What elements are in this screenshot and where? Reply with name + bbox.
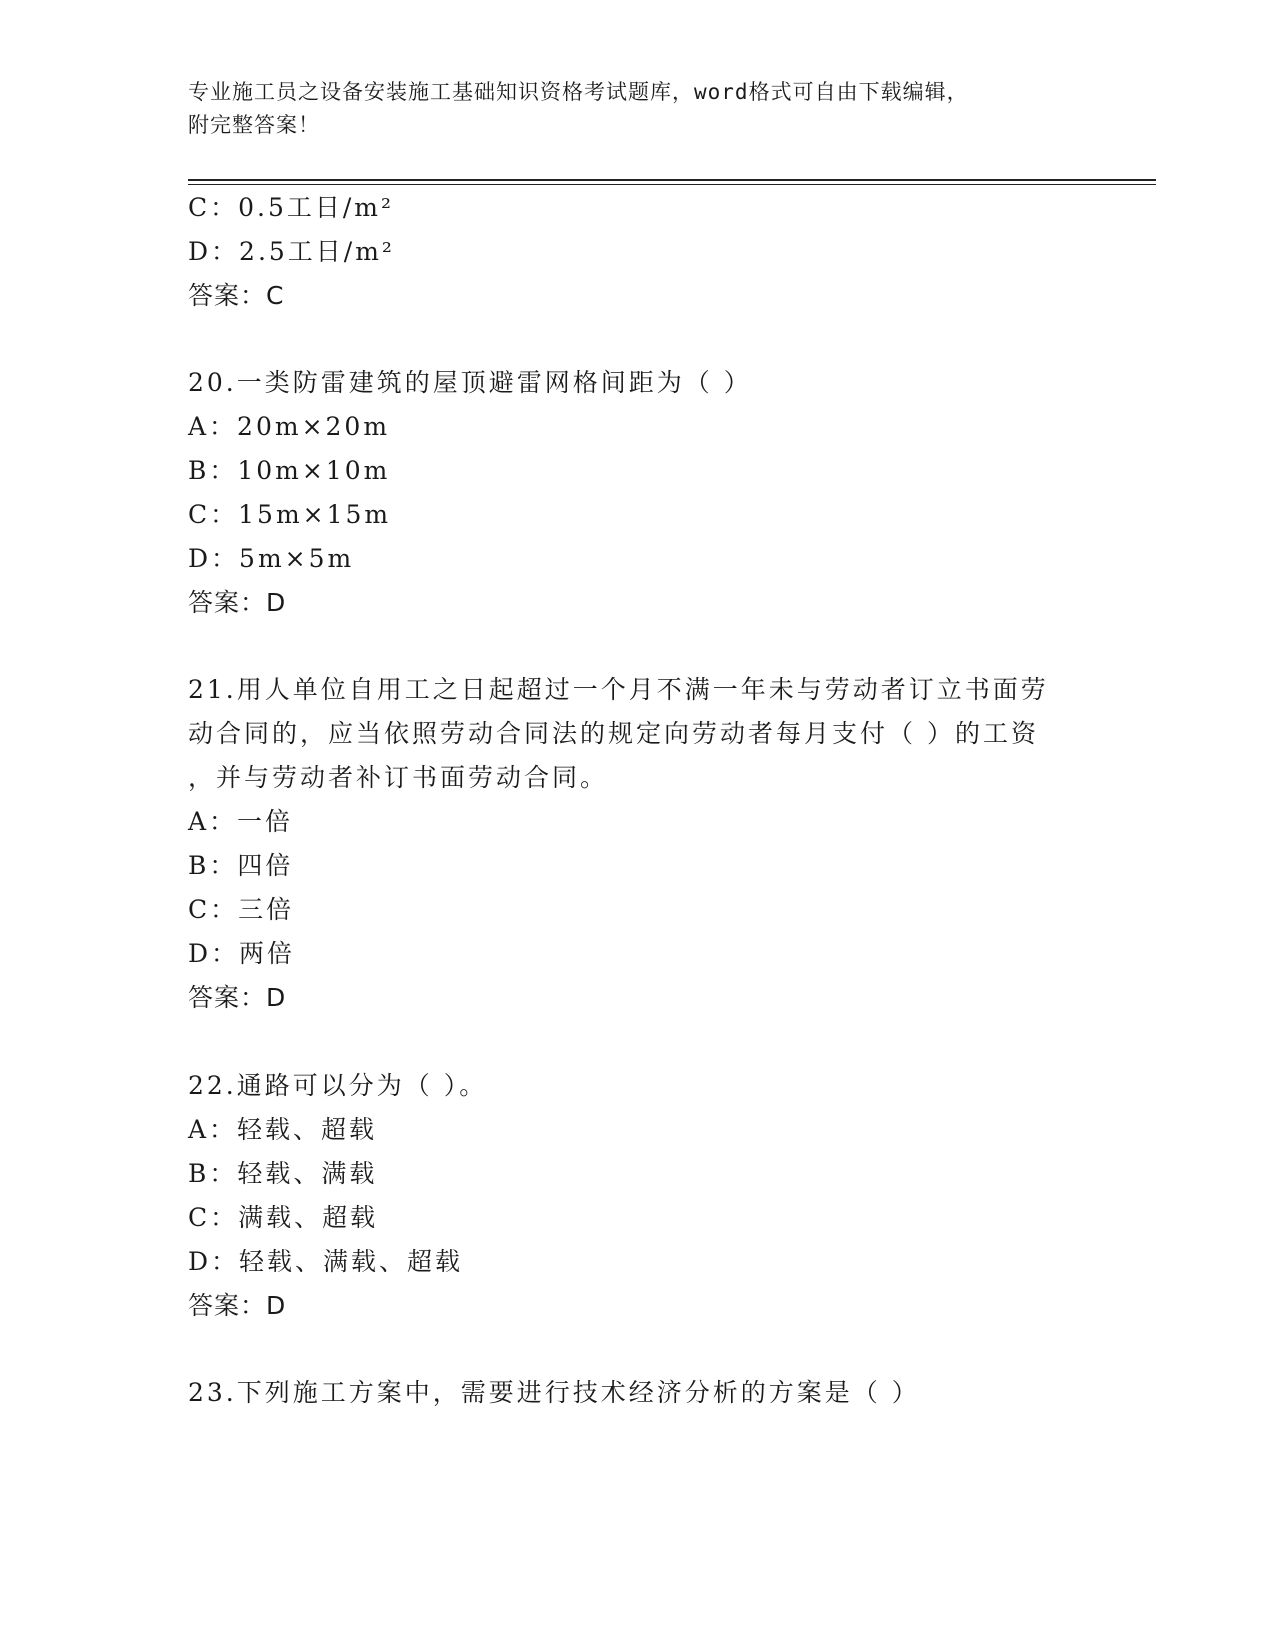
question-22-option-a: A：轻载、超载	[188, 1115, 378, 1144]
question-22-option-b: B：轻载、满载	[188, 1159, 378, 1188]
question-21-stem-line-2: 动合同的，应当依照劳动合同法的规定向劳动者每月支付（ ）的工资	[188, 719, 1039, 748]
question-22-option-c: C：满载、超载	[188, 1203, 379, 1232]
prev-answer: 答案：C	[188, 281, 285, 310]
question-20-answer: 答案：D	[188, 588, 287, 617]
prev-option-c: C：0.5工日/m²	[188, 193, 395, 222]
question-21-option-d: D：两倍	[188, 939, 296, 968]
question-20-option-b: B：10m×10m	[188, 456, 391, 485]
question-20-option-d: D：5m×5m	[188, 544, 355, 573]
question-20-option-c: C：15m×15m	[188, 500, 392, 529]
header-divider-thin	[188, 184, 1156, 185]
header-divider-thick	[188, 179, 1156, 181]
question-21-stem-line-3: ，并与劳动者补订书面劳动合同。	[188, 763, 609, 792]
question-21-option-a: A：一倍	[188, 807, 294, 836]
question-22-stem: 22.通路可以分为（ ）。	[188, 1071, 488, 1100]
question-20-stem: 20.一类防雷建筑的屋顶避雷网格间距为（ ）	[188, 368, 752, 397]
question-21-answer: 答案：D	[188, 983, 287, 1012]
header-line-2: 附完整答案！	[188, 113, 320, 137]
question-21-option-c: C：三倍	[188, 895, 295, 924]
header-line-1: 专业施工员之设备安装施工基础知识资格考试题库，word格式可自由下载编辑，	[188, 80, 969, 104]
question-22-option-d: D：轻载、满载、超载	[188, 1247, 464, 1276]
question-21-stem-line-1: 21.用人单位自用工之日起超过一个月不满一年未与劳动者订立书面劳	[188, 675, 1049, 704]
document-header	[188, 76, 1088, 142]
question-20-option-a: A：20m×20m	[188, 412, 391, 441]
question-23-stem: 23.下列施工方案中，需要进行技术经济分析的方案是（ ）	[188, 1378, 920, 1407]
question-22-answer: 答案：D	[188, 1291, 287, 1320]
question-21-option-b: B：四倍	[188, 851, 294, 880]
prev-option-d: D：2.5工日/m²	[188, 237, 395, 266]
